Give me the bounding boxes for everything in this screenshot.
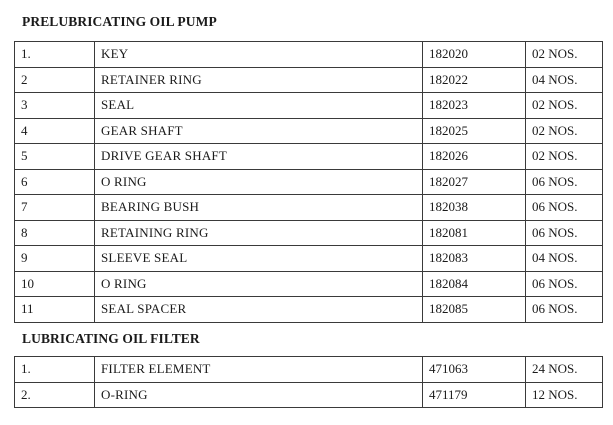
quantity: 06 NOS. — [526, 169, 603, 195]
part-number: 182038 — [423, 195, 526, 221]
part-number: 182022 — [423, 67, 526, 93]
part-number: 182083 — [423, 246, 526, 272]
quantity: 06 NOS. — [526, 195, 603, 221]
item-number: 2 — [15, 67, 95, 93]
item-description: O RING — [95, 271, 423, 297]
part-number: 182025 — [423, 118, 526, 144]
table-row — [15, 195, 603, 221]
item-description: BEARING BUSH — [95, 195, 423, 221]
table-row — [15, 297, 603, 323]
item-description: SEAL — [95, 93, 423, 119]
parts-table-lubricating-oil-filter — [14, 356, 603, 408]
item-description: SLEEVE SEAL — [95, 246, 423, 272]
quantity: 04 NOS. — [526, 246, 603, 272]
quantity: 06 NOS. — [526, 271, 603, 297]
quantity: 02 NOS. — [526, 144, 603, 170]
item-number: 11 — [15, 297, 95, 323]
part-number: 182084 — [423, 271, 526, 297]
item-number: 1. — [15, 42, 95, 68]
table-row — [15, 220, 603, 246]
quantity: 02 NOS. — [526, 118, 603, 144]
item-description: FILTER ELEMENT — [95, 357, 423, 383]
item-number: 9 — [15, 246, 95, 272]
item-number: 7 — [15, 195, 95, 221]
item-description: GEAR SHAFT — [95, 118, 423, 144]
item-description: KEY — [95, 42, 423, 68]
part-number: 182020 — [423, 42, 526, 68]
table-row — [15, 67, 603, 93]
section-title-prelubricating-oil-pump: PRELUBRICATING OIL PUMP — [22, 14, 217, 29]
item-description: O RING — [95, 169, 423, 195]
part-number: 182027 — [423, 169, 526, 195]
quantity: 02 NOS. — [526, 42, 603, 68]
table-row — [15, 169, 603, 195]
item-description: RETAINING RING — [95, 220, 423, 246]
item-number: 1. — [15, 357, 95, 383]
part-number: 471179 — [423, 382, 526, 408]
part-number: 182023 — [423, 93, 526, 119]
item-description: O-RING — [95, 382, 423, 408]
item-number: 3 — [15, 93, 95, 119]
table-row — [15, 118, 603, 144]
quantity: 24 NOS. — [526, 357, 603, 383]
table-row — [15, 144, 603, 170]
part-number: 471063 — [423, 357, 526, 383]
part-number: 182026 — [423, 144, 526, 170]
table-row — [15, 382, 603, 408]
quantity: 06 NOS. — [526, 297, 603, 323]
item-number: 8 — [15, 220, 95, 246]
part-number: 182081 — [423, 220, 526, 246]
item-description: RETAINER RING — [95, 67, 423, 93]
table-row — [15, 271, 603, 297]
item-description: DRIVE GEAR SHAFT — [95, 144, 423, 170]
parts-table-prelubricating-oil-pump — [14, 41, 603, 323]
item-number: 2. — [15, 382, 95, 408]
table-row — [15, 357, 603, 383]
quantity: 06 NOS. — [526, 220, 603, 246]
item-description: SEAL SPACER — [95, 297, 423, 323]
item-number: 5 — [15, 144, 95, 170]
item-number: 4 — [15, 118, 95, 144]
table-row — [15, 246, 603, 272]
table-row — [15, 42, 603, 68]
quantity: 04 NOS. — [526, 67, 603, 93]
quantity: 12 NOS. — [526, 382, 603, 408]
item-number: 6 — [15, 169, 95, 195]
quantity: 02 NOS. — [526, 93, 603, 119]
item-number: 10 — [15, 271, 95, 297]
table-row — [15, 93, 603, 119]
part-number: 182085 — [423, 297, 526, 323]
section-title-lubricating-oil-filter: LUBRICATING OIL FILTER — [22, 331, 200, 346]
